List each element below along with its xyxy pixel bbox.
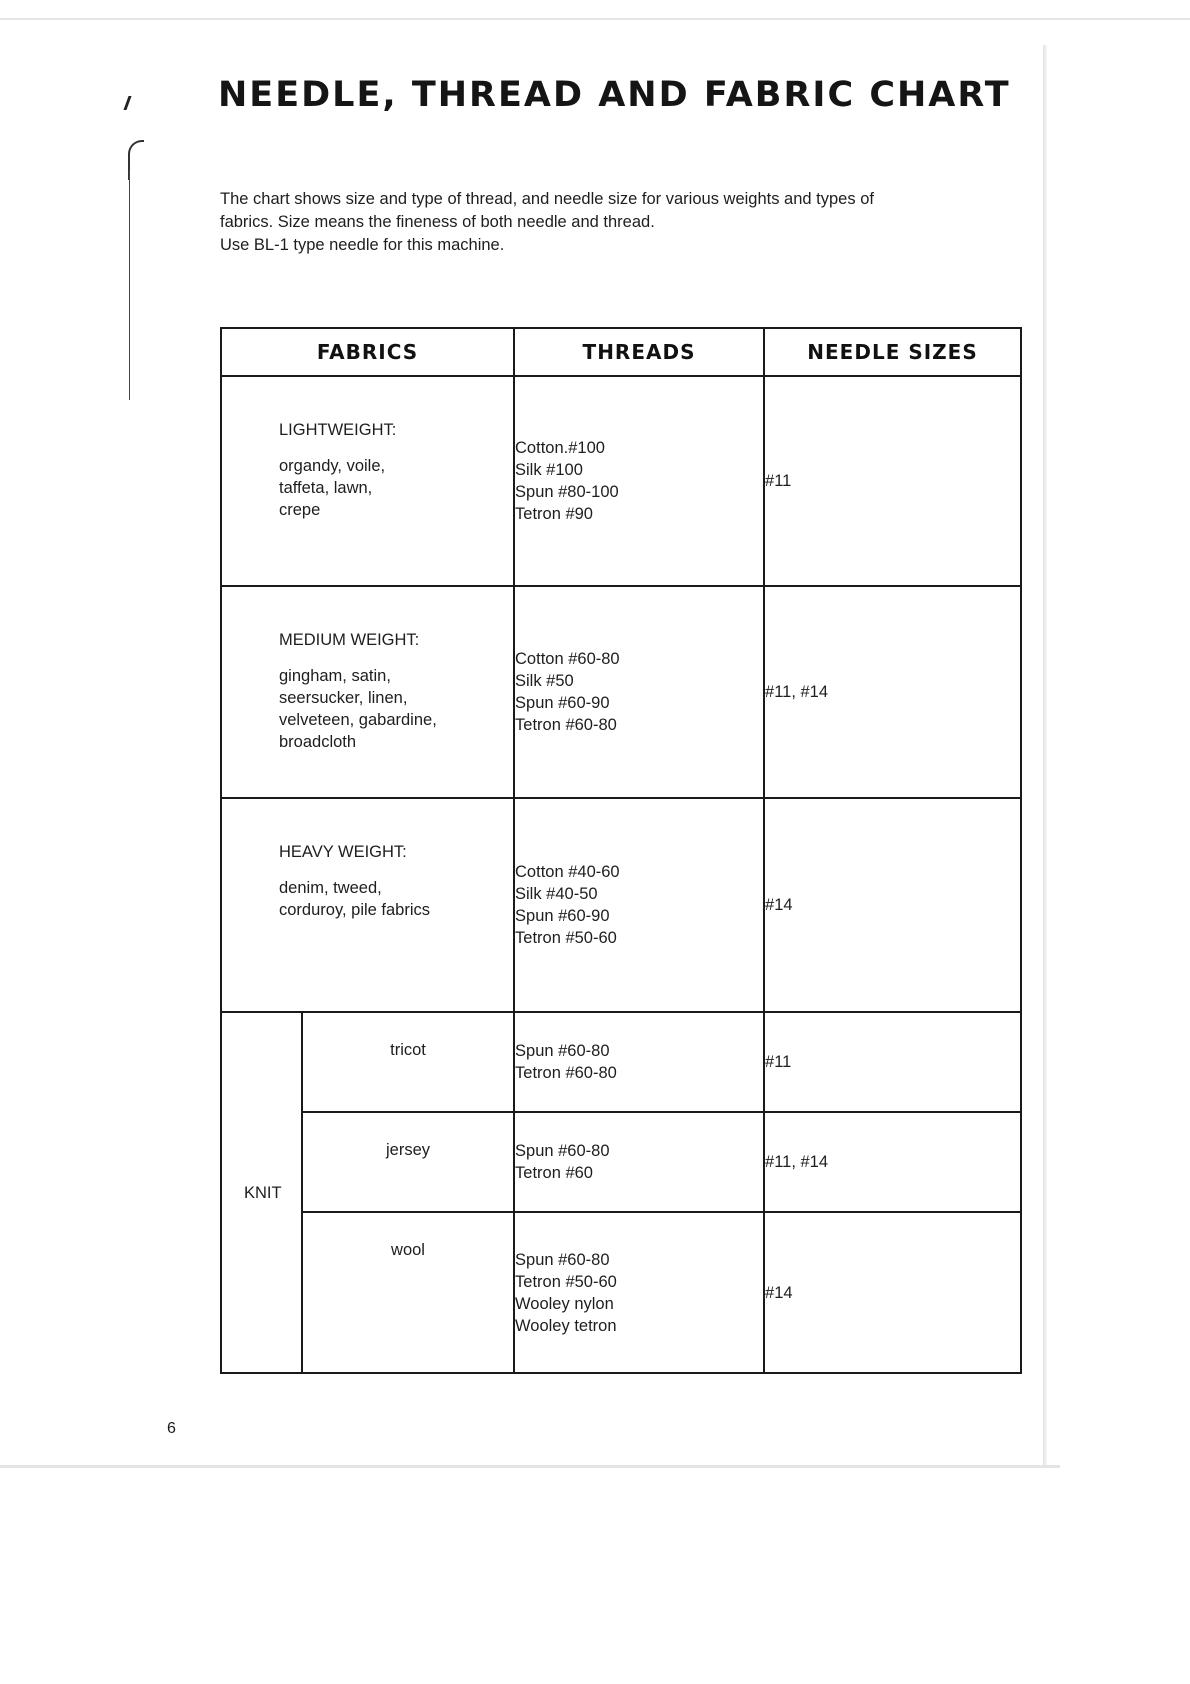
thread-cell [514,1212,764,1373]
thread-line: Silk #50 [515,672,574,690]
header-fabrics: FABRICS [221,328,514,376]
thread-line: Spun #60-80 [515,1142,610,1160]
fabric-list-line: crepe [279,501,321,519]
table-header-row [221,328,1021,376]
fabric-cell [221,376,514,586]
page-title: NEEDLE, THREAD AND FABRIC CHART [218,75,1011,115]
fabric-list-line: broadcloth [279,733,357,751]
needle-size-cell: #11, #14 [764,586,1021,798]
thread-line: Tetron #50-60 [515,929,617,947]
fabric-list-line: organdy, voile, [279,457,386,475]
thread-line: Spun #60-90 [515,694,610,712]
page-number: 6 [167,1420,176,1437]
knit-fabric-cell: tricot [302,1012,514,1112]
needle-size-cell: #11, #14 [764,1112,1021,1212]
thread-line: Tetron #60 [515,1164,593,1182]
thread-line: Spun #80-100 [515,483,619,501]
fabric-category: MEDIUM WEIGHT: [279,631,420,649]
margin-line [129,170,130,400]
fabric-list-line: gingham, satin, [279,667,391,685]
needle-thread-fabric-table [220,327,1022,1374]
thread-line: Spun #60-80 [515,1250,610,1269]
needle-size-cell: #14 [764,798,1021,1012]
knit-category-cell: KNIT [221,1012,302,1373]
thread-line: Cotton #60-80 [515,650,620,668]
thread-line: Tetron #50-60 [515,1272,617,1291]
table-row [221,798,1021,1012]
margin-bracket [128,140,144,180]
table-row [221,1212,1021,1373]
thread-line: Cotton.#100 [515,439,605,457]
table-row [221,376,1021,586]
fabric-list-line: denim, tweed, [279,879,382,897]
header-needle-sizes: NEEDLE SIZES [764,328,1021,376]
thread-line: Silk #40-50 [515,885,598,903]
thread-line: Silk #100 [515,461,583,479]
table-row [221,586,1021,798]
intro-line: fabrics. Size means the fineness of both needle and thread. [220,213,655,231]
page-top-rule [0,18,1190,20]
fabric-list-line: taffeta, lawn, [279,479,373,497]
fabric-category: LIGHTWEIGHT: [279,421,397,439]
page-edge-shadow [1043,45,1047,1465]
thread-cell [514,586,764,798]
fabric-list-line: corduroy, pile fabrics [279,901,431,919]
needle-size-cell: #11 [764,376,1021,586]
table-row [221,1112,1021,1212]
intro-line: The chart shows size and type of thread, and needle size for various weights and types of [220,190,874,208]
page-bottom-edge [0,1465,1060,1468]
thread-line: Tetron #60-80 [515,716,617,734]
fabric-list-line: seersucker, linen, [279,689,408,707]
thread-line: Spun #60-90 [515,907,610,925]
thread-cell [514,376,764,586]
thread-line: Tetron #60-80 [515,1064,617,1082]
table-row [221,1012,1021,1112]
margin-mark [123,96,131,110]
thread-line: Wooley tetron [515,1316,617,1335]
knit-fabric-cell: wool [302,1212,514,1373]
intro-line: Use BL-1 type needle for this machine. [220,236,505,254]
thread-line: Cotton #40-60 [515,863,620,881]
needle-size-cell: #11 [764,1012,1021,1112]
thread-cell [514,798,764,1012]
thread-cell [514,1012,764,1112]
fabric-cell [221,586,514,798]
fabric-category: HEAVY WEIGHT: [279,843,407,861]
header-threads: THREADS [514,328,764,376]
fabric-cell [221,798,514,1012]
thread-line: Spun #60-80 [515,1042,610,1060]
needle-size-cell: #14 [764,1212,1021,1373]
intro-text [220,188,980,257]
knit-fabric-cell: jersey [302,1112,514,1212]
fabric-list-line: velveteen, gabardine, [279,711,437,729]
thread-cell [514,1112,764,1212]
thread-line: Wooley nylon [515,1294,614,1313]
thread-line: Tetron #90 [515,505,593,523]
